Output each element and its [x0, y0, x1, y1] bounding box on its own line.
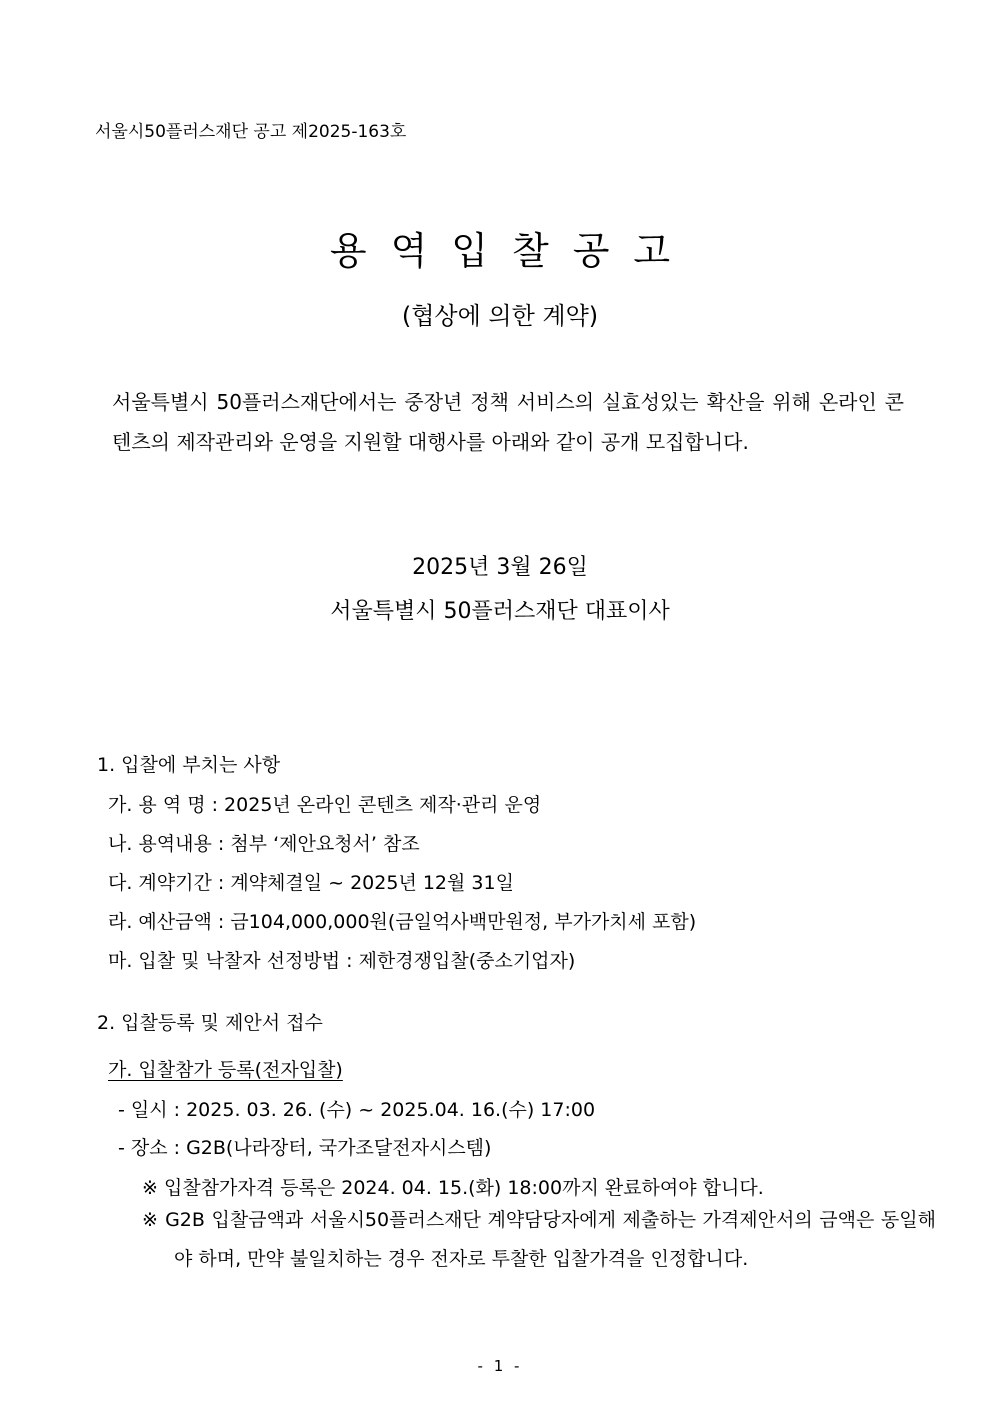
notice-number: 서울시50플러스재단 공고 제2025-163호	[95, 122, 407, 142]
section-2-line: - 장소 : G2B(나라장터, 국가조달전자시스템)	[118, 1137, 492, 1159]
notice-date: 2025년 3월 26일	[412, 555, 588, 580]
section-1-heading: 1. 입찰에 부치는 사항	[97, 754, 281, 776]
section-2-subheading: 가. 입찰참가 등록(전자입찰)	[108, 1059, 343, 1081]
section-2-line: - 일시 : 2025. 03. 26. (수) ~ 2025.04. 16.(수) 17:00	[118, 1099, 596, 1121]
issuer: 서울특별시 50플러스재단 대표이사	[330, 599, 670, 624]
section-1-item: 마. 입찰 및 낙찰자 선정방법 : 제한경쟁입찰(중소기업자)	[108, 950, 576, 972]
page-number: - 1 -	[477, 1357, 523, 1375]
document-title: 용역입찰공고	[329, 229, 695, 273]
section-1-item: 라. 예산금액 : 금104,000,000원(금일억사백만원정, 부가가치세 포함)	[108, 911, 697, 933]
section-2-note: ※ G2B 입찰금액과 서울시50플러스재단 계약담당자에게 제출하는 가격제안서의 금액은 동일해야 하며, 만약 불일치하는 경우 전자로 투찰한 입찰가격을 인정합니다.	[142, 1209, 936, 1270]
intro-paragraph: 서울특별시 50플러스재단에서는 중장년 정책 서비스의 실효성있는 확산을 위해 온라인 콘텐츠의 제작관리와 운영을 지원할 대행사를 아래와 같이 공개 모집합니다.	[112, 390, 904, 454]
section-2-note: ※ 입찰참가자격 등록은 2024. 04. 15.(화) 18:00까지 완료하여야 합니다.	[142, 1177, 764, 1199]
section-1-item: 다. 계약기간 : 계약체결일 ~ 2025년 12월 31일	[108, 872, 514, 894]
section-1-item: 가. 용 역 명 : 2025년 온라인 콘텐츠 제작·관리 운영	[108, 794, 542, 816]
section-2-heading: 2. 입찰등록 및 제안서 접수	[97, 1012, 323, 1034]
section-1-item: 나. 용역내용 : 첨부 ‘제안요청서’ 참조	[108, 833, 420, 855]
document-subtitle: (협상에 의한 계약)	[401, 302, 599, 330]
